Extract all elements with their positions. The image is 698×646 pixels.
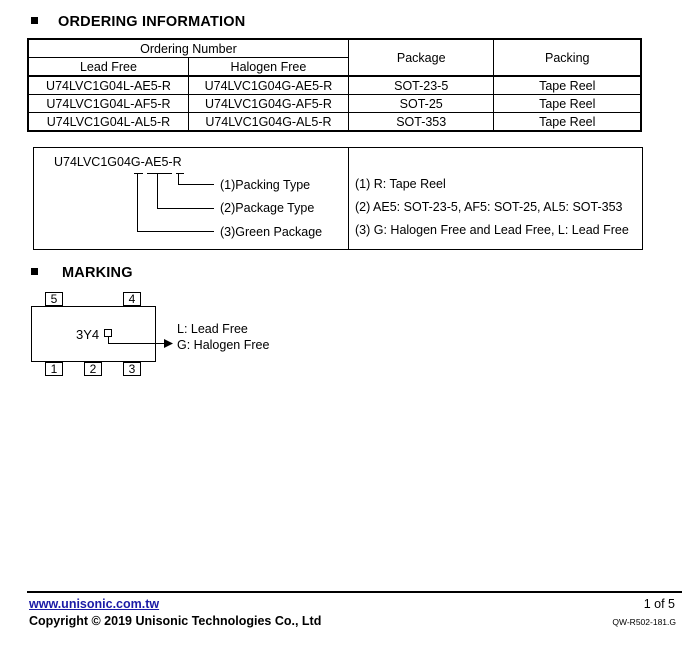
packing-header: Packing	[494, 39, 641, 76]
table-row	[28, 113, 641, 132]
legend-lead-free: L: Lead Free	[177, 322, 248, 336]
package-type-leader	[157, 173, 158, 208]
green-package-label: (3)Green Package	[220, 225, 323, 239]
packing-cell: Tape Reel	[494, 95, 641, 113]
legend-halogen-free: G: Halogen Free	[177, 338, 270, 352]
package-type-description: (2) AE5: SOT-23-5, AF5: SOT-25, AL5: SOT-353	[355, 200, 623, 214]
table-row	[28, 76, 641, 95]
ordering-section-title: ORDERING INFORMATION	[31, 14, 245, 30]
arrow-right-icon	[164, 339, 173, 348]
halogen-free-cell: U74LVC1G04G-AF5-R	[188, 95, 348, 113]
part-code-divider	[348, 147, 349, 250]
packing-type-label: (1)Packing Type	[220, 178, 311, 192]
document-code: QW-R502-181.G	[612, 617, 676, 627]
package-cell: SOT-23-5	[348, 76, 494, 95]
lead-free-cell: U74LVC1G04L-AF5-R	[28, 95, 188, 113]
pin-2: 2	[84, 362, 102, 376]
ordering-number-header: Ordering Number	[28, 39, 348, 58]
packing-type-leader-h	[178, 184, 214, 185]
section-bullet-icon	[31, 268, 38, 275]
website-link[interactable]: www.unisonic.com.tw	[29, 597, 160, 611]
halogen-free-cell: U74LVC1G04G-AE5-R	[188, 76, 348, 95]
ordering-table	[27, 38, 642, 132]
lead-free-cell: U74LVC1G04L-AL5-R	[28, 113, 188, 132]
package-type-leader-h	[157, 208, 214, 209]
lead-free-cell: U74LVC1G04L-AE5-R	[28, 76, 188, 95]
package-type-bracket	[147, 173, 172, 174]
packing-type-description: (1) R: Tape Reel	[355, 177, 446, 191]
pin-1: 1	[45, 362, 63, 376]
marking-leader-h	[108, 343, 166, 344]
pin-4: 4	[123, 292, 141, 306]
lead-free-header: Lead Free	[28, 58, 188, 77]
green-package-leader	[137, 173, 138, 231]
pin-3: 3	[123, 362, 141, 376]
green-package-leader-h	[137, 231, 214, 232]
halogen-free-header: Halogen Free	[188, 58, 348, 77]
marking-section-title: MARKING	[31, 265, 133, 281]
section-bullet-icon	[31, 17, 38, 24]
packing-cell: Tape Reel	[494, 76, 641, 95]
package-type-label: (2)Package Type	[220, 201, 315, 215]
package-cell: SOT-353	[348, 113, 494, 132]
package-cell: SOT-25	[348, 95, 494, 113]
copyright-text: Copyright © 2019 Unisonic Technologies Co., Ltd	[29, 614, 322, 628]
packing-type-leader	[178, 173, 179, 184]
halogen-free-cell: U74LVC1G04G-AL5-R	[188, 113, 348, 132]
packing-cell: Tape Reel	[494, 113, 641, 132]
marking-code-square-icon	[104, 329, 112, 337]
table-row	[28, 95, 641, 113]
part-code-number: U74LVC1G04G-AE5-R	[54, 155, 182, 169]
green-package-bracket	[134, 173, 143, 174]
green-package-description: (3) G: Halogen Free and Lead Free, L: Lead Free	[355, 223, 629, 237]
chip-marking-text: 3Y4	[76, 327, 100, 342]
pin-5: 5	[45, 292, 63, 306]
page-number: 1 of 5	[643, 597, 675, 611]
table-header-row	[28, 39, 641, 58]
footer-rule	[27, 591, 682, 593]
package-header: Package	[348, 39, 494, 76]
